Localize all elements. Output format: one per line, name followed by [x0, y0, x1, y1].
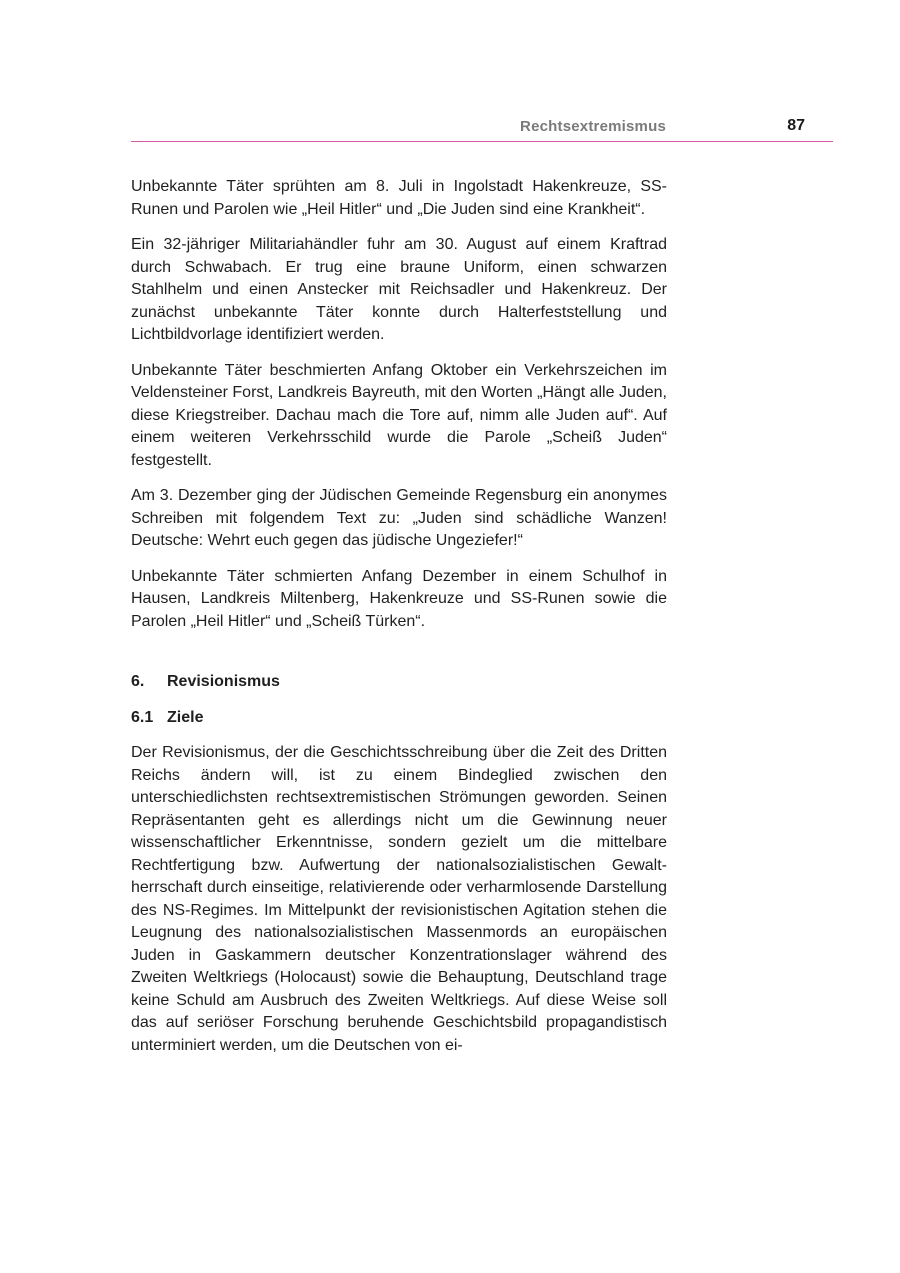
subsection-title: Ziele	[167, 708, 204, 726]
running-header	[131, 116, 832, 140]
section-spacer	[131, 646, 667, 671]
paragraph-ingolstadt: Unbekannte Täter sprühten am 8. Juli in Ingolstadt Hakenkreuze, SS-Runen und Parolen wie „Heil Hitler“ und „Die Juden sind eine Krankheit“.	[131, 178, 667, 218]
paragraph-schwabach: Ein 32-jähriger Militariahändler fuhr am 30. August auf einem Kraftrad durch Schwabach. Er trug eine braune Uniform, einen schwarzen Stahlhelm und einen Anstecker mit Reichsadler und Hakenkreuz. Der zunächst unbekannte Täter konnte durch Halterfeststellung und Lichtbildvorlage identifiziert werden.	[131, 236, 667, 343]
subsection-number: 6.1	[131, 708, 154, 726]
running-title: Rechtsextremismus	[520, 118, 666, 135]
paragraph-regensburg: Am 3. Dezember ging der Jüdischen Gemeinde Regensburg ein anonymes Schreiben mit folgendem Text zu: „Juden sind schädliche Wanzen! Deutsche: Wehrt euch gegen das jüdische Ungeziefer!“	[131, 487, 667, 549]
body-text	[131, 176, 667, 1070]
section-title: Revisionismus	[167, 673, 280, 690]
paragraph-bayreuth: Unbekannte Täter beschmierten Anfang Oktober ein Verkehrszeichen im Veldensteiner Forst, Landkreis Bayreuth, mit den Worten „Hängt alle Juden, diese Kriegstreiber. Dachau mach die Tore auf, nimm alle Juden auf“. Auf einem weiteren Verkehrsschild wurde die Parole „Scheiß Juden“ festgestellt.	[131, 361, 667, 469]
paragraph-miltenberg: Unbekannte Täter schmierten Anfang Dezember in einem Schulhof in Hausen, Landkreis Miltenberg, Hakenkreuze und SS-Runen sowie die Parolen „Heil Hitler“ und „Scheiß Türken“.	[131, 567, 667, 630]
paragraph-ziele: Der Revisionismus, der die Geschichtsschreibung über die Zeit des Dritten Reichs ändern will, ist zu einem Bindeglied zwischen den unterschiedlichsten rechtsextremistischen Strömungen geworden. Seinen Repräsentanten geht es allerdings nicht um die Gewinnung neuer wissenschaftlicher Erkenntnisse, sondern gezielt um die mittelbare Rechtfertigung bzw. Aufwertung der nationalsozialistischen Gewaltherrschaft durch einseitige, relativierende oder verharmlosende Darstellung des NS-Regimes. Im Mittelpunkt der revisionistischen Agitation stehen die Leugnung des nationalsozialistischen Massenmords an europäischen Juden in Gaskammern deutscher Konzentrationslager während des Zweiten Weltkriegs (Holocaust) sowie die Behauptung, Deutschland trage keine Schuld am Ausbruch des Zweiten Weltkriegs. Auf diese Weise soll das auf seriöser Forschung beruhende Geschichtsbild propagandistisch unterminiert werden, um die Deutschen von ei-	[131, 744, 667, 1054]
section-number: 6.	[131, 673, 145, 690]
header-rule	[131, 141, 833, 142]
page-number: 87	[787, 117, 805, 134]
subsection-heading	[131, 707, 667, 730]
section-heading	[131, 671, 667, 694]
